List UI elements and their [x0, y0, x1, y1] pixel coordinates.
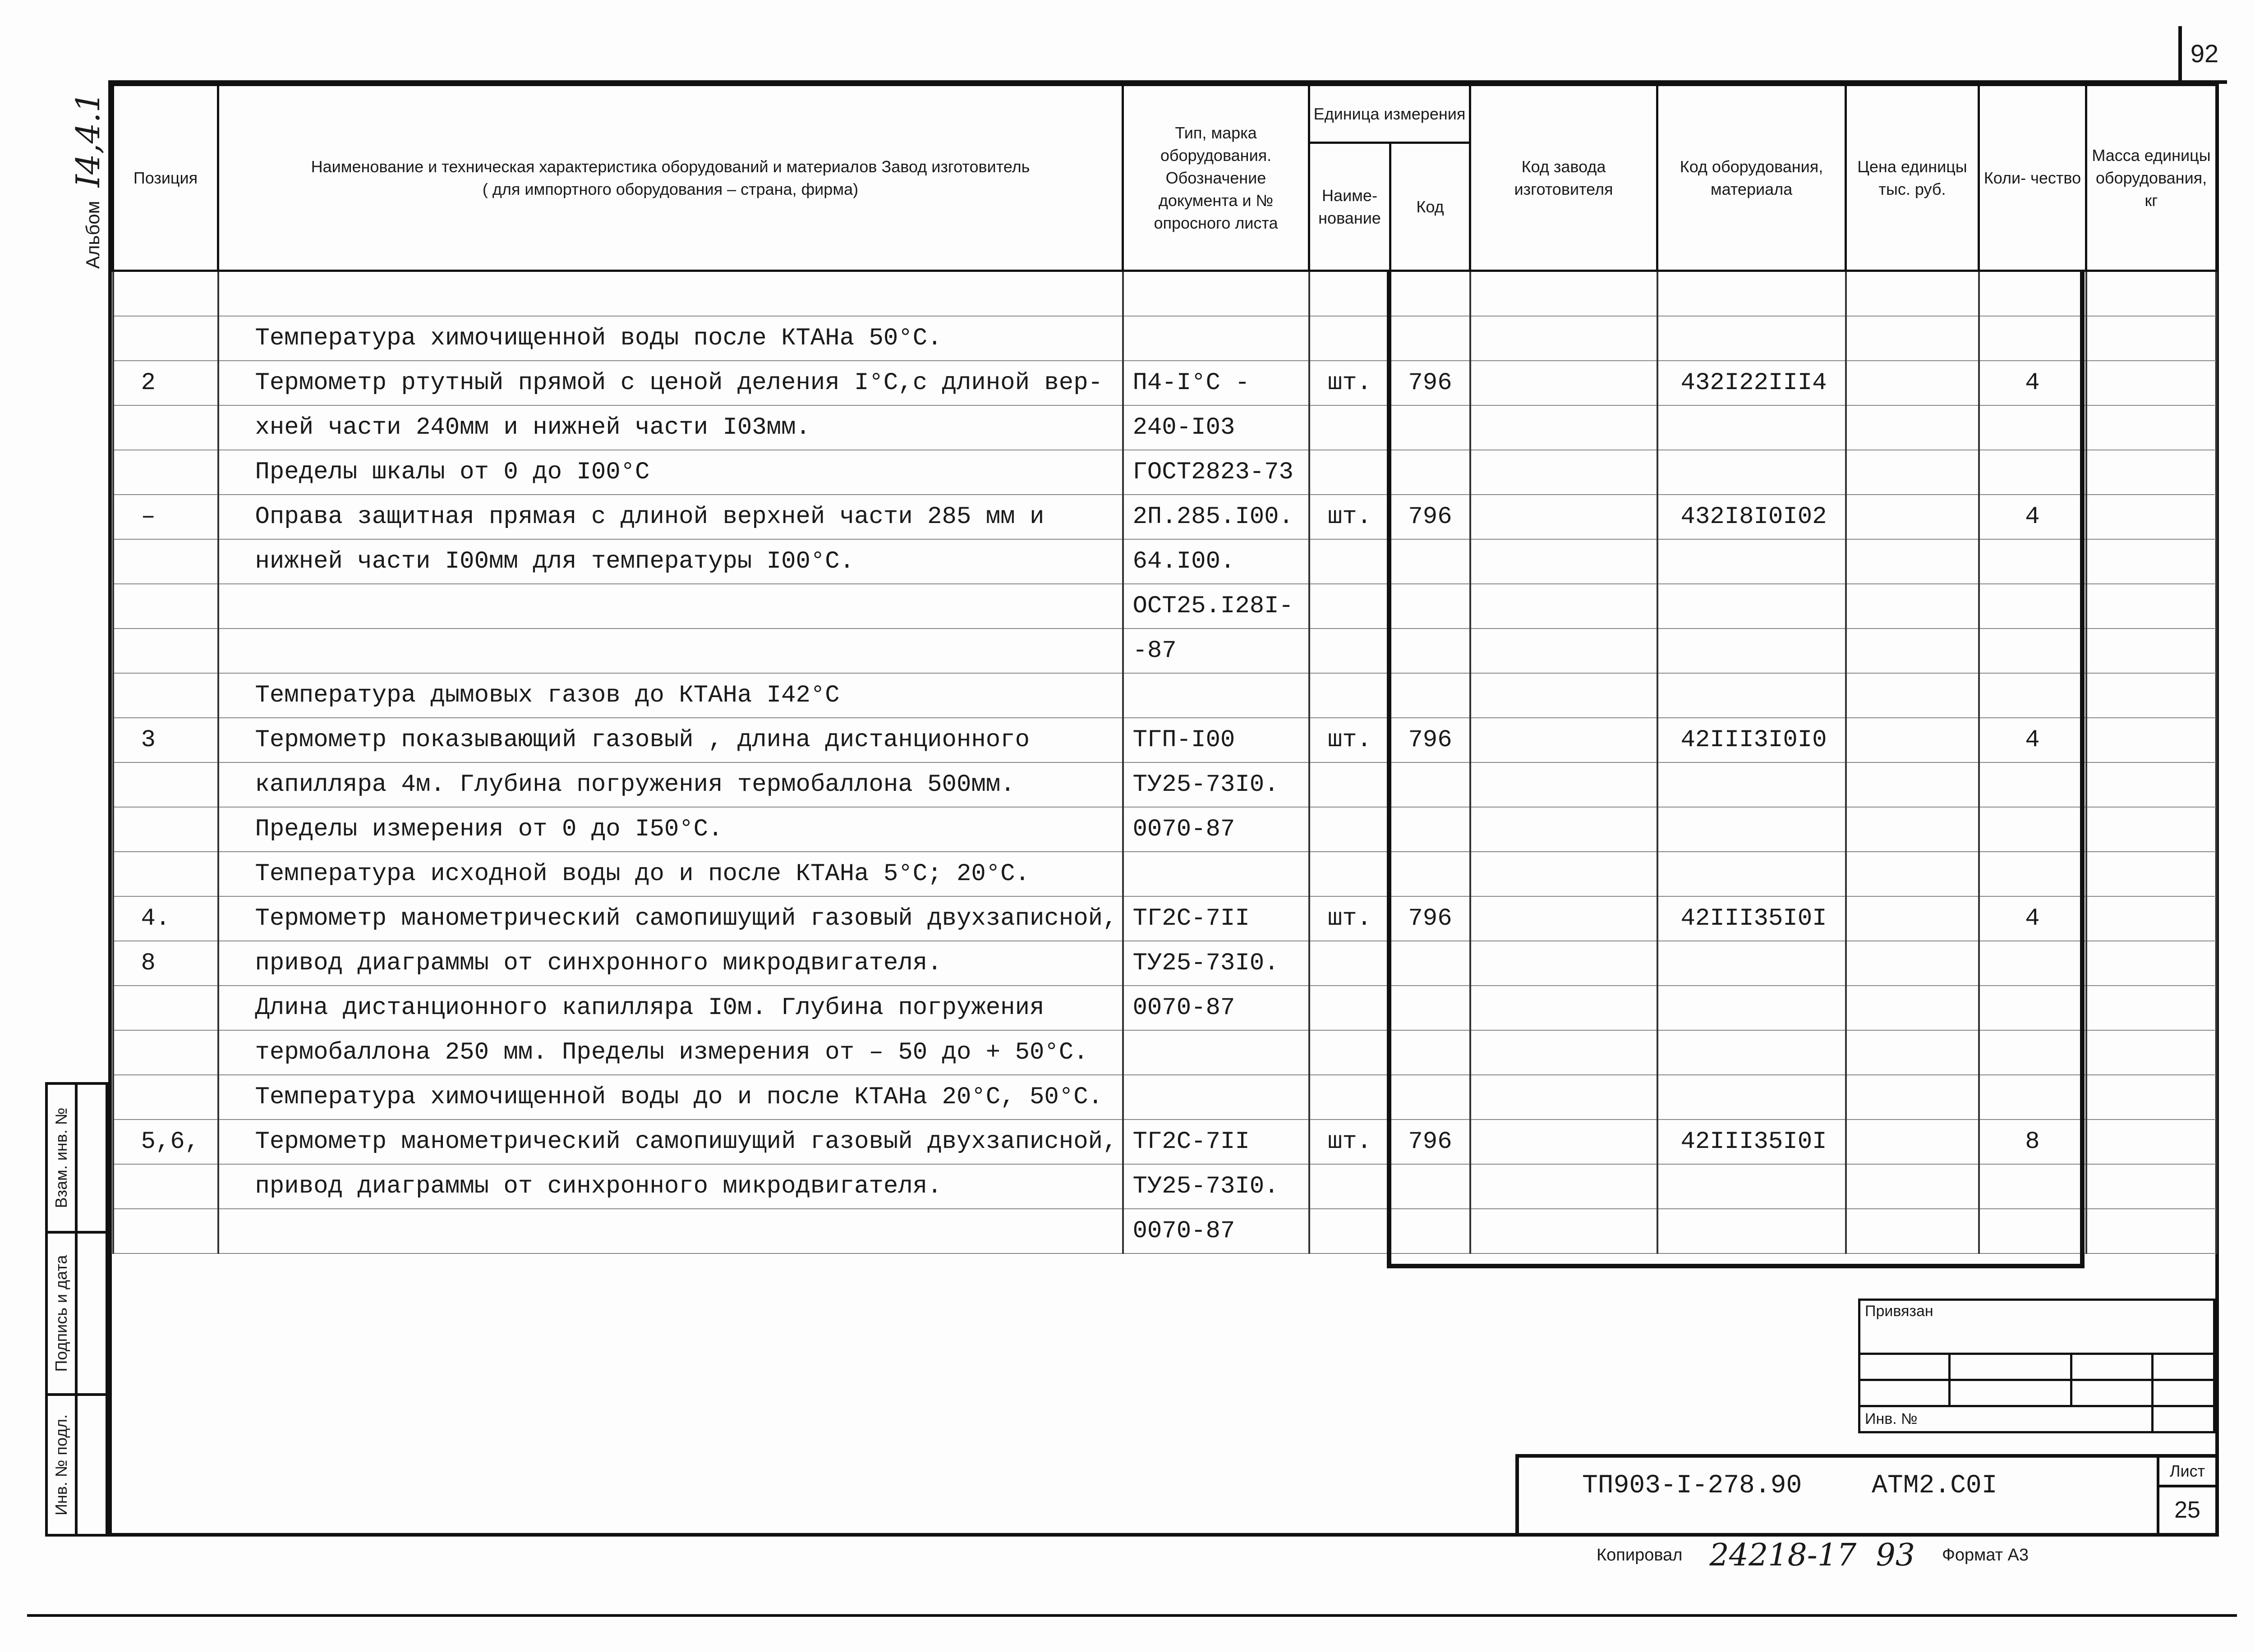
table-row [113, 495, 2217, 539]
cell-type: 2П.285.I00. [1123, 495, 1309, 539]
cell-mass [2086, 896, 2217, 941]
cell-type [1123, 1030, 1309, 1075]
cell-unit [1309, 807, 1390, 852]
cell-mass [2086, 718, 2217, 762]
cell-price [1846, 1075, 1979, 1120]
cell-unit [1309, 1209, 1390, 1253]
cell-type: ТУ25-73I0. [1123, 941, 1309, 986]
cell-pos [113, 405, 218, 450]
cell-code [1390, 539, 1470, 584]
table-row [113, 1075, 2217, 1120]
cell-type: 0070-87 [1123, 807, 1309, 852]
cell-price [1846, 316, 1979, 361]
cell-pos [113, 450, 218, 495]
cell-qty [1979, 1075, 2086, 1120]
side-stamp [45, 1082, 108, 1537]
cell-code [1390, 316, 1470, 361]
table-bottom-line [1387, 1264, 2085, 1268]
cell-code [1390, 450, 1470, 495]
cell-maker [1470, 361, 1657, 405]
cell-qty [1979, 450, 2086, 495]
cell-type: 240-I03 [1123, 405, 1309, 450]
cell-mass [2086, 986, 2217, 1030]
cell-type: ОСТ25.I28I- [1123, 584, 1309, 629]
title-block [1515, 1454, 2215, 1533]
side-stamp-original [48, 1396, 75, 1534]
footer-copy [1597, 1537, 2029, 1573]
cell-qty: 4 [1979, 495, 2086, 539]
cell-type: ТГ2С-7II [1123, 896, 1309, 941]
cell-mass [2086, 1030, 2217, 1075]
cell-eqc: 432I8I0I02 [1657, 495, 1846, 539]
sheet-number: 25 [2174, 1497, 2200, 1523]
table-row [113, 807, 2217, 852]
cell-type: ТГП-I00 [1123, 718, 1309, 762]
cell-qty [1979, 316, 2086, 361]
cell-code [1390, 852, 1470, 896]
qty-border-right [2080, 271, 2085, 1267]
copy-number [1709, 1537, 1915, 1573]
cell-eqc [1657, 316, 1846, 361]
cell-type [1123, 271, 1309, 317]
cell-code [1390, 673, 1470, 718]
copy-sheet: 93 [1876, 1537, 1915, 1573]
cell-price [1846, 718, 1979, 762]
table-row [113, 941, 2217, 986]
cell-pos [113, 807, 218, 852]
cell-price [1846, 450, 1979, 495]
cell-code [1390, 584, 1470, 629]
cell-maker [1470, 629, 1657, 673]
cell-name: термобаллона 250 мм. Пределы измерения от – 50 до + 50°С. [218, 1030, 1123, 1075]
cell-eqc: 42III35I0I [1657, 896, 1846, 941]
cell-pos: – [113, 495, 218, 539]
cell-mass [2086, 495, 2217, 539]
cell-code: 796 [1390, 718, 1470, 762]
cell-unit: шт. [1309, 361, 1390, 405]
side-stamp-replace-label: Взам. инв. № [52, 1107, 70, 1208]
cell-mass [2086, 629, 2217, 673]
cell-eqc [1657, 762, 1846, 807]
cell-code [1390, 807, 1470, 852]
cell-unit: шт. [1309, 718, 1390, 762]
side-stamp-signature-value [75, 1234, 106, 1396]
cell-code [1390, 1075, 1470, 1120]
cell-name: Пределы измерения от 0 до I50°С. [218, 807, 1123, 852]
side-stamp-original-label: Инв. № подл. [52, 1414, 70, 1516]
table-row [113, 1120, 2217, 1164]
cell-name: Термометр манометрический самопишущий газовый двухзаписной, [218, 896, 1123, 941]
cell-unit [1309, 271, 1390, 317]
table-row [113, 316, 2217, 361]
cell-eqc [1657, 405, 1846, 450]
cell-pos [113, 1030, 218, 1075]
cell-type [1123, 852, 1309, 896]
cell-unit: шт. [1309, 1120, 1390, 1164]
cell-pos: 4. [113, 896, 218, 941]
cell-pos: 5,6, [113, 1120, 218, 1164]
cell-qty [1979, 629, 2086, 673]
cell-unit: шт. [1309, 896, 1390, 941]
cell-type: ГОСТ2823-73 [1123, 450, 1309, 495]
cell-qty [1979, 405, 2086, 450]
cell-price [1846, 762, 1979, 807]
cell-maker [1470, 539, 1657, 584]
cell-pos [113, 584, 218, 629]
cell-name [218, 629, 1123, 673]
cell-maker [1470, 986, 1657, 1030]
cell-name: Длина дистанционного капилляра I0м. Глубина погружения [218, 986, 1123, 1030]
cell-price [1846, 852, 1979, 896]
cell-name [218, 1209, 1123, 1253]
cell-qty [1979, 271, 2086, 317]
cell-pos [113, 539, 218, 584]
cell-name: Термометр показывающий газовый , длина дистанционного [218, 718, 1123, 762]
cell-maker [1470, 1164, 1657, 1209]
sheet-label: Лист [2159, 1458, 2215, 1487]
cell-price [1846, 1030, 1979, 1075]
cell-maker [1470, 316, 1657, 361]
cell-code [1390, 629, 1470, 673]
cell-price [1846, 361, 1979, 405]
cell-price [1846, 271, 1979, 317]
cell-name: привод диаграммы от синхронного микродвигателя. [218, 1164, 1123, 1209]
cell-unit [1309, 584, 1390, 629]
cell-maker [1470, 718, 1657, 762]
table-row [113, 986, 2217, 1030]
cell-eqc [1657, 852, 1846, 896]
cell-maker [1470, 405, 1657, 450]
cell-name: Температура химочищенной воды до и после КТАНа 20°С, 50°С. [218, 1075, 1123, 1120]
cell-unit [1309, 405, 1390, 450]
cell-type [1123, 316, 1309, 361]
cell-maker [1470, 1120, 1657, 1164]
cell-code [1390, 1209, 1470, 1253]
cell-eqc [1657, 450, 1846, 495]
cell-name: хней части 240мм и нижней части I03мм. [218, 405, 1123, 450]
cell-pos [113, 271, 218, 317]
table-row [113, 896, 2217, 941]
doc-code-line [1582, 1471, 2052, 1501]
cell-qty: 4 [1979, 718, 2086, 762]
header-name: Наименование и техническая характеристика оборудований и материалов Завод изготовитель ( для импортного оборудования – страна, фирма) [218, 85, 1123, 271]
bottom-rule [27, 1614, 2237, 1617]
cell-name: Температура химочищенной воды после КТАНа 50°С. [218, 316, 1123, 361]
copy-number-value: 24218-17 [1709, 1537, 1857, 1573]
cell-eqc [1657, 584, 1846, 629]
table-row [113, 673, 2217, 718]
cell-eqc: 42III3I0I0 [1657, 718, 1846, 762]
cell-pos [113, 852, 218, 896]
cell-code [1390, 1164, 1470, 1209]
cell-qty: 8 [1979, 1120, 2086, 1164]
cell-price [1846, 629, 1979, 673]
cell-eqc: 42III35I0I [1657, 1120, 1846, 1164]
cell-pos [113, 316, 218, 361]
cell-type [1123, 1075, 1309, 1120]
header-mass: Масса единицы оборудования, кг [2086, 85, 2217, 271]
header-position: Позиция [113, 85, 218, 271]
spec-table-area [112, 84, 2215, 1270]
cell-maker [1470, 941, 1657, 986]
cell-mass [2086, 1075, 2217, 1120]
cell-maker [1470, 584, 1657, 629]
cell-eqc [1657, 673, 1846, 718]
cell-qty: 4 [1979, 361, 2086, 405]
cell-price [1846, 896, 1979, 941]
cell-qty [1979, 673, 2086, 718]
cell-qty [1979, 1164, 2086, 1209]
cell-name: Температура дымовых газов до КТАНа I42°С [218, 673, 1123, 718]
cell-type: 64.I00. [1123, 539, 1309, 584]
cell-price [1846, 673, 1979, 718]
cell-qty [1979, 807, 2086, 852]
table-row [113, 405, 2217, 450]
cell-eqc: 432I22III4 [1657, 361, 1846, 405]
album-label [68, 77, 108, 284]
cell-eqc [1657, 1075, 1846, 1120]
table-row [113, 361, 2217, 405]
cell-mass [2086, 673, 2217, 718]
cell-unit: шт. [1309, 495, 1390, 539]
table-row [113, 450, 2217, 495]
cell-mass [2086, 405, 2217, 450]
cell-pos [113, 1075, 218, 1120]
side-stamp-signature [48, 1234, 75, 1396]
cell-mass [2086, 941, 2217, 986]
cell-qty: 4 [1979, 896, 2086, 941]
cell-pos [113, 986, 218, 1030]
cell-unit [1309, 450, 1390, 495]
cell-type: 0070-87 [1123, 986, 1309, 1030]
cell-maker [1470, 271, 1657, 317]
cell-name: Термометр ртутный прямой с ценой деления I°С,с длиной вер- [218, 361, 1123, 405]
cell-mass [2086, 316, 2217, 361]
cell-price [1846, 495, 1979, 539]
cell-name [218, 271, 1123, 317]
spec-table [112, 84, 2218, 1254]
cell-mass [2086, 361, 2217, 405]
header-unit-name: Наиме- нование [1309, 143, 1390, 271]
side-stamp-original-value [75, 1396, 106, 1534]
bound-label: Привязан [1859, 1300, 2214, 1354]
sheet-box [2157, 1458, 2215, 1533]
header-equip-code: Код оборудования, материала [1657, 85, 1846, 271]
table-row [113, 1209, 2217, 1253]
cell-unit [1309, 941, 1390, 986]
cell-price [1846, 539, 1979, 584]
cell-mass [2086, 271, 2217, 317]
cell-maker [1470, 495, 1657, 539]
cell-mass [2086, 584, 2217, 629]
cell-qty [1979, 941, 2086, 986]
table-row [113, 629, 2217, 673]
table-row [113, 852, 2217, 896]
cell-unit [1309, 629, 1390, 673]
table-row [113, 584, 2217, 629]
cell-maker [1470, 852, 1657, 896]
cell-unit [1309, 1164, 1390, 1209]
table-row [113, 762, 2217, 807]
cell-maker [1470, 450, 1657, 495]
cell-unit [1309, 1075, 1390, 1120]
cell-pos: 8 [113, 941, 218, 986]
cell-type [1123, 673, 1309, 718]
table-row [113, 539, 2217, 584]
cell-qty [1979, 852, 2086, 896]
cell-type: ТУ25-73I0. [1123, 762, 1309, 807]
cell-unit [1309, 852, 1390, 896]
doc-code: ТП903-I-278.90 [1582, 1471, 1802, 1501]
cell-code: 796 [1390, 896, 1470, 941]
table-row [113, 718, 2217, 762]
unit-code-border-left [1387, 271, 1391, 1267]
cell-code [1390, 986, 1470, 1030]
header-unit-code: Код [1390, 143, 1470, 271]
cell-unit [1309, 986, 1390, 1030]
cell-unit [1309, 762, 1390, 807]
cell-code [1390, 941, 1470, 986]
page-number: 92 [2178, 26, 2227, 84]
cell-name: Оправа защитная прямая с длиной верхней части 285 мм и [218, 495, 1123, 539]
cell-unit [1309, 316, 1390, 361]
cell-code: 796 [1390, 1120, 1470, 1164]
cell-mass [2086, 807, 2217, 852]
cell-code: 796 [1390, 495, 1470, 539]
cell-mass [2086, 762, 2217, 807]
cell-pos [113, 629, 218, 673]
cell-eqc [1657, 941, 1846, 986]
cell-eqc [1657, 986, 1846, 1030]
format-label: Формат А3 [1942, 1546, 2029, 1565]
cell-pos: 2 [113, 361, 218, 405]
cell-price [1846, 405, 1979, 450]
cell-qty [1979, 1209, 2086, 1253]
cell-qty [1979, 762, 2086, 807]
cell-maker [1470, 807, 1657, 852]
cell-price [1846, 986, 1979, 1030]
cell-name: Температура исходной воды до и после КТАНа 5°С; 20°С. [218, 852, 1123, 896]
cell-price [1846, 807, 1979, 852]
cell-qty [1979, 986, 2086, 1030]
cell-unit [1309, 673, 1390, 718]
cell-eqc [1657, 807, 1846, 852]
header-maker-code: Код завода изготовителя [1470, 85, 1657, 271]
cell-maker [1470, 1030, 1657, 1075]
cell-pos: 3 [113, 718, 218, 762]
cell-code: 796 [1390, 361, 1470, 405]
cell-type: 0070-87 [1123, 1209, 1309, 1253]
cell-name: капилляра 4м. Глубина погружения термобаллона 500мм. [218, 762, 1123, 807]
cell-name: привод диаграммы от синхронного микродвигателя. [218, 941, 1123, 986]
cell-unit [1309, 539, 1390, 584]
header-price: Цена единицы тыс. руб. [1846, 85, 1979, 271]
cell-code [1390, 405, 1470, 450]
copied-label: Копировал [1597, 1546, 1683, 1565]
table-row [113, 1164, 2217, 1209]
header-unit-group: Единица измерения [1309, 85, 1470, 143]
cell-pos [113, 762, 218, 807]
cell-qty [1979, 1030, 2086, 1075]
cell-eqc [1657, 1030, 1846, 1075]
cell-pos [113, 1209, 218, 1253]
header-type: Тип, марка оборудования. Обозначение документа и № опросного листа [1123, 85, 1309, 271]
side-stamp-signature-label: Подпись и дата [52, 1255, 70, 1372]
cell-type: ТУ25-73I0. [1123, 1164, 1309, 1209]
cell-maker [1470, 896, 1657, 941]
cell-price [1846, 584, 1979, 629]
cell-name [218, 584, 1123, 629]
cell-code [1390, 1030, 1470, 1075]
cell-name: Термометр манометрический самопишущий газовый двухзаписной, [218, 1120, 1123, 1164]
cell-eqc [1657, 1209, 1846, 1253]
cell-price [1846, 1164, 1979, 1209]
cell-code [1390, 762, 1470, 807]
cell-name: нижней части I00мм для температуры I00°С. [218, 539, 1123, 584]
cell-mass [2086, 450, 2217, 495]
side-stamp-replace [48, 1085, 75, 1234]
side-stamp-replace-value [75, 1085, 106, 1234]
table-row [113, 1030, 2217, 1075]
cell-unit [1309, 1030, 1390, 1075]
inv-label: Инв. № [1859, 1406, 2153, 1432]
cell-qty [1979, 539, 2086, 584]
cell-pos [113, 673, 218, 718]
cell-mass [2086, 852, 2217, 896]
cell-name: Пределы шкалы от 0 до I00°С [218, 450, 1123, 495]
cell-price [1846, 1120, 1979, 1164]
album-caption: Альбом [82, 201, 103, 269]
header-qty: Коли- чество [1979, 85, 2086, 271]
cell-type: ТГ2С-7II [1123, 1120, 1309, 1164]
cell-eqc [1657, 271, 1846, 317]
cell-maker [1470, 1209, 1657, 1253]
cell-type: П4-I°С - [1123, 361, 1309, 405]
cell-mass [2086, 1209, 2217, 1253]
cell-eqc [1657, 1164, 1846, 1209]
cell-pos [113, 1164, 218, 1209]
cell-maker [1470, 1075, 1657, 1120]
album-number: I4,4.1 [69, 92, 107, 188]
cell-eqc [1657, 539, 1846, 584]
sheet-code: АТМ2.С0I [1872, 1471, 1997, 1501]
cell-code [1390, 271, 1470, 317]
table-row [113, 271, 2217, 317]
cell-type: -87 [1123, 629, 1309, 673]
cell-price [1846, 941, 1979, 986]
cell-maker [1470, 762, 1657, 807]
cell-eqc [1657, 629, 1846, 673]
cell-mass [2086, 1120, 2217, 1164]
cell-maker [1470, 673, 1657, 718]
cell-qty [1979, 584, 2086, 629]
cell-price [1846, 1209, 1979, 1253]
cell-mass [2086, 539, 2217, 584]
cell-mass [2086, 1164, 2217, 1209]
